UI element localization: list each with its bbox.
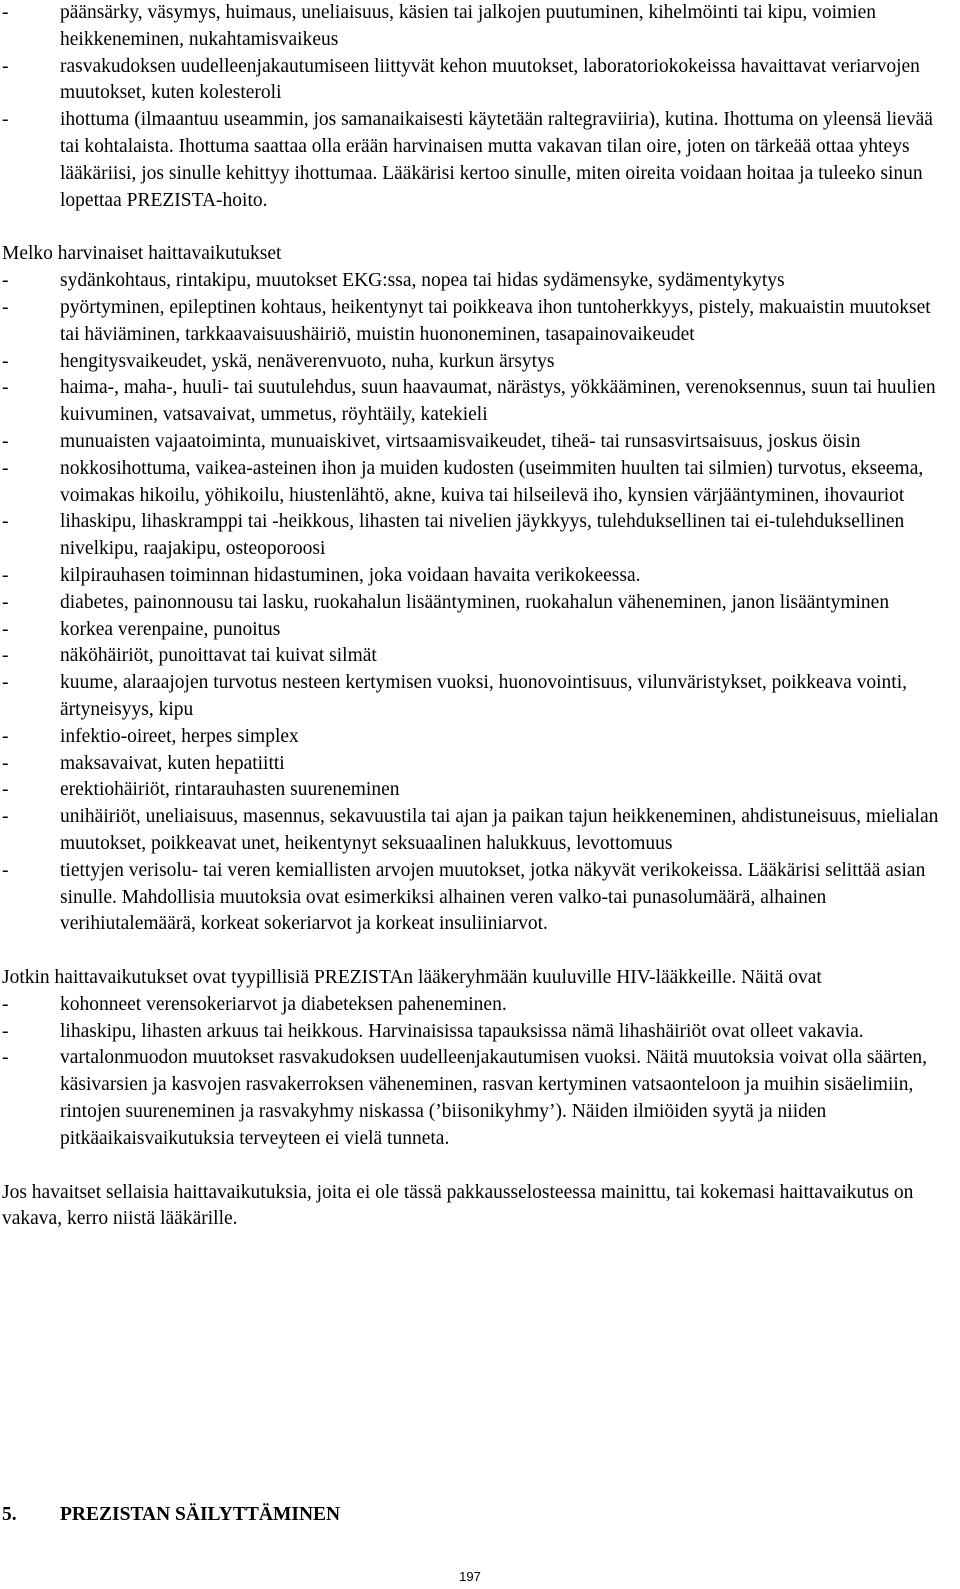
section-title: PREZISTAN SÄILYTTÄMINEN [60, 1504, 341, 1525]
class-side-effects-list [2, 992, 952, 1153]
section-heading [2, 1502, 340, 1529]
list-item: - kohonneet verensokeriarvot ja diabeteksen paheneminen. [2, 992, 952, 1019]
list-item: - tiettyjen verisolu- tai veren kemiallisten arvojen muutokset, jotka näkyvät verikokeissa. Lääkärisi selittää asian sinulle. Mahdollisia muutoksia ovat esimerkiksi alhainen veren valko-tai punasolumäärä, alhainen verihiutalemäärä, korkeat sokeriarvot ja korkeat insuliiniarvot. [2, 858, 952, 938]
list-item: - korkea verenpaine, punoitus [2, 617, 952, 644]
list-item: - kilpirauhasen toiminnan hidastuminen, joka voidaan havaita verikokeessa. [2, 563, 952, 590]
list-item: - infektio-oireet, herpes simplex [2, 724, 952, 751]
list-item: - kuume, alaraajojen turvotus nesteen kertymisen vuoksi, huonovointisuus, vilunväristykset, poikkeava vointi, ärtyneisyys, kipu [2, 670, 952, 724]
list-item: - erektiohäiriöt, rintarauhasten suureneminen [2, 777, 952, 804]
list-item: - maksavaivat, kuten hepatiitti [2, 751, 952, 778]
list-item: - päänsärky, väsymys, huimaus, uneliaisuus, käsien tai jalkojen puutuminen, kihelmöinti tai kipu, voimien heikkeneminen, nukahtamisvaikeus [2, 0, 952, 54]
class-side-effects-intro: Jotkin haittavaikutukset ovat tyypillisiä PREZISTAn lääkeryhmään kuuluville HIV-lääkkeille. Näitä ovat [2, 967, 822, 989]
list-item: - haima-, maha-, huuli- tai suutulehdus, suun haavaumat, närästys, yökkääminen, verenoksennus, suun tai huulien kuivuminen, vatsavaivat, ummetus, röyhtäily, katekieli [2, 375, 952, 429]
list-item: - rasvakudoksen uudelleenjakautumiseen liittyvät kehon muutokset, laboratoriokokeissa havaittavat veriarvojen muutokset, kuten kolesteroli [2, 54, 952, 108]
list-item: - lihaskipu, lihaskramppi tai -heikkous, lihasten tai nivelien jäykkyys, tulehduksellinen tai ei-tulehduksellinen nivelkipu, raajakipu, osteoporoosi [2, 509, 952, 563]
list-item: - unihäiriöt, uneliaisuus, masennus, sekavuustila tai ajan ja paikan tajun heikkeneminen, ahdistuneisuus, mielialan muutokset, poikkeavat unet, heikentynyt seksuaalinen halukkuus, levottomuus [2, 804, 952, 858]
list-item: - munuaisten vajaatoiminta, munuaiskivet, virtsaamisvaikeudet, tiheä- tai runsasvirtsaisuus, joskus öisin [2, 429, 952, 456]
list-item: - pyörtyminen, epileptinen kohtaus, heikentynyt tai poikkeava ihon tuntoherkkyys, pistely, makuaistin muutokset tai häviäminen, tarkkaavaisuushäiriö, muistin huononeminen, tasapainovaikeudet [2, 295, 952, 349]
list-item: - vartalonmuodon muutokset rasvakudoksen uudelleenjakautumisen vuoksi. Näitä muutoksia voivat olla säärten, käsivarsien ja kasvojen rasvakerroksen väheneminen, rasvan kertyminen vatsaonteloon ja muihin sisäelimiin, rintojen suureneminen ja rasvakyhmy niskassa (’biisonikyhmy’). Näiden ilmiöiden syytä ja niiden pitkäaikaisvaikutuksia terveyteen ei vielä tunneta. [2, 1045, 952, 1152]
list-item: - nokkosihottuma, vaikea-asteinen ihon ja muiden kudosten (useimmiten huulten tai silmien) turvotus, ekseema, voimakas hikoilu, yöhikoilu, hiustenlähtö, akne, kuiva tai hilseilevä iho, kynsien värjääntyminen, ihovauriot [2, 456, 952, 510]
list-item: - ihottuma (ilmaantuu useammin, jos samanaikaisesti käytetään raltegraviiria), kutina. Ihottuma on yleensä lievää tai kohtalaista. Ihottuma saattaa olla erään harvinaisen mutta vakavan tilan oire, joten on tärkeää ottaa yhteys lääkäriisi, jos sinulle kehittyy ihottumaa. Lääkärisi kertoo sinulle, miten oireita voidaan hoitaa ja tuleeko sinun lopettaa PREZISTA-hoito. [2, 107, 952, 214]
rare-side-effects-list [2, 268, 952, 938]
list-item: - diabetes, painonnousu tai lasku, ruokahalun lisääntyminen, ruokahalun väheneminen, janon lisääntyminen [2, 590, 952, 617]
section-number: 5. [2, 1504, 17, 1525]
list-item: - näköhäiriöt, punoittavat tai kuivat silmät [2, 643, 952, 670]
intro-side-effects-list [2, 0, 952, 214]
document-page [2, 0, 952, 1233]
rare-side-effects-heading: Melko harvinaiset haittavaikutukset [2, 243, 282, 265]
list-item: - lihaskipu, lihasten arkuus tai heikkous. Harvinaisissa tapauksissa nämä lihashäiriöt ovat olleet vakavia. [2, 1019, 952, 1046]
list-item: - sydänkohtaus, rintakipu, muutokset EKG:ssa, nopea tai hidas sydämensyke, sydämentykytys [2, 268, 952, 295]
closing-paragraph: Jos havaitset sellaisia haittavaikutuksia, joita ei ole tässä pakkausselosteessa mainittu, tai kokemasi haittavaikutus on vakava, kerro niistä lääkärille. [2, 1181, 914, 1230]
page-number: 197 [459, 1569, 481, 1584]
list-item: - hengitysvaikeudet, yskä, nenäverenvuoto, nuha, kurkun ärsytys [2, 349, 952, 376]
